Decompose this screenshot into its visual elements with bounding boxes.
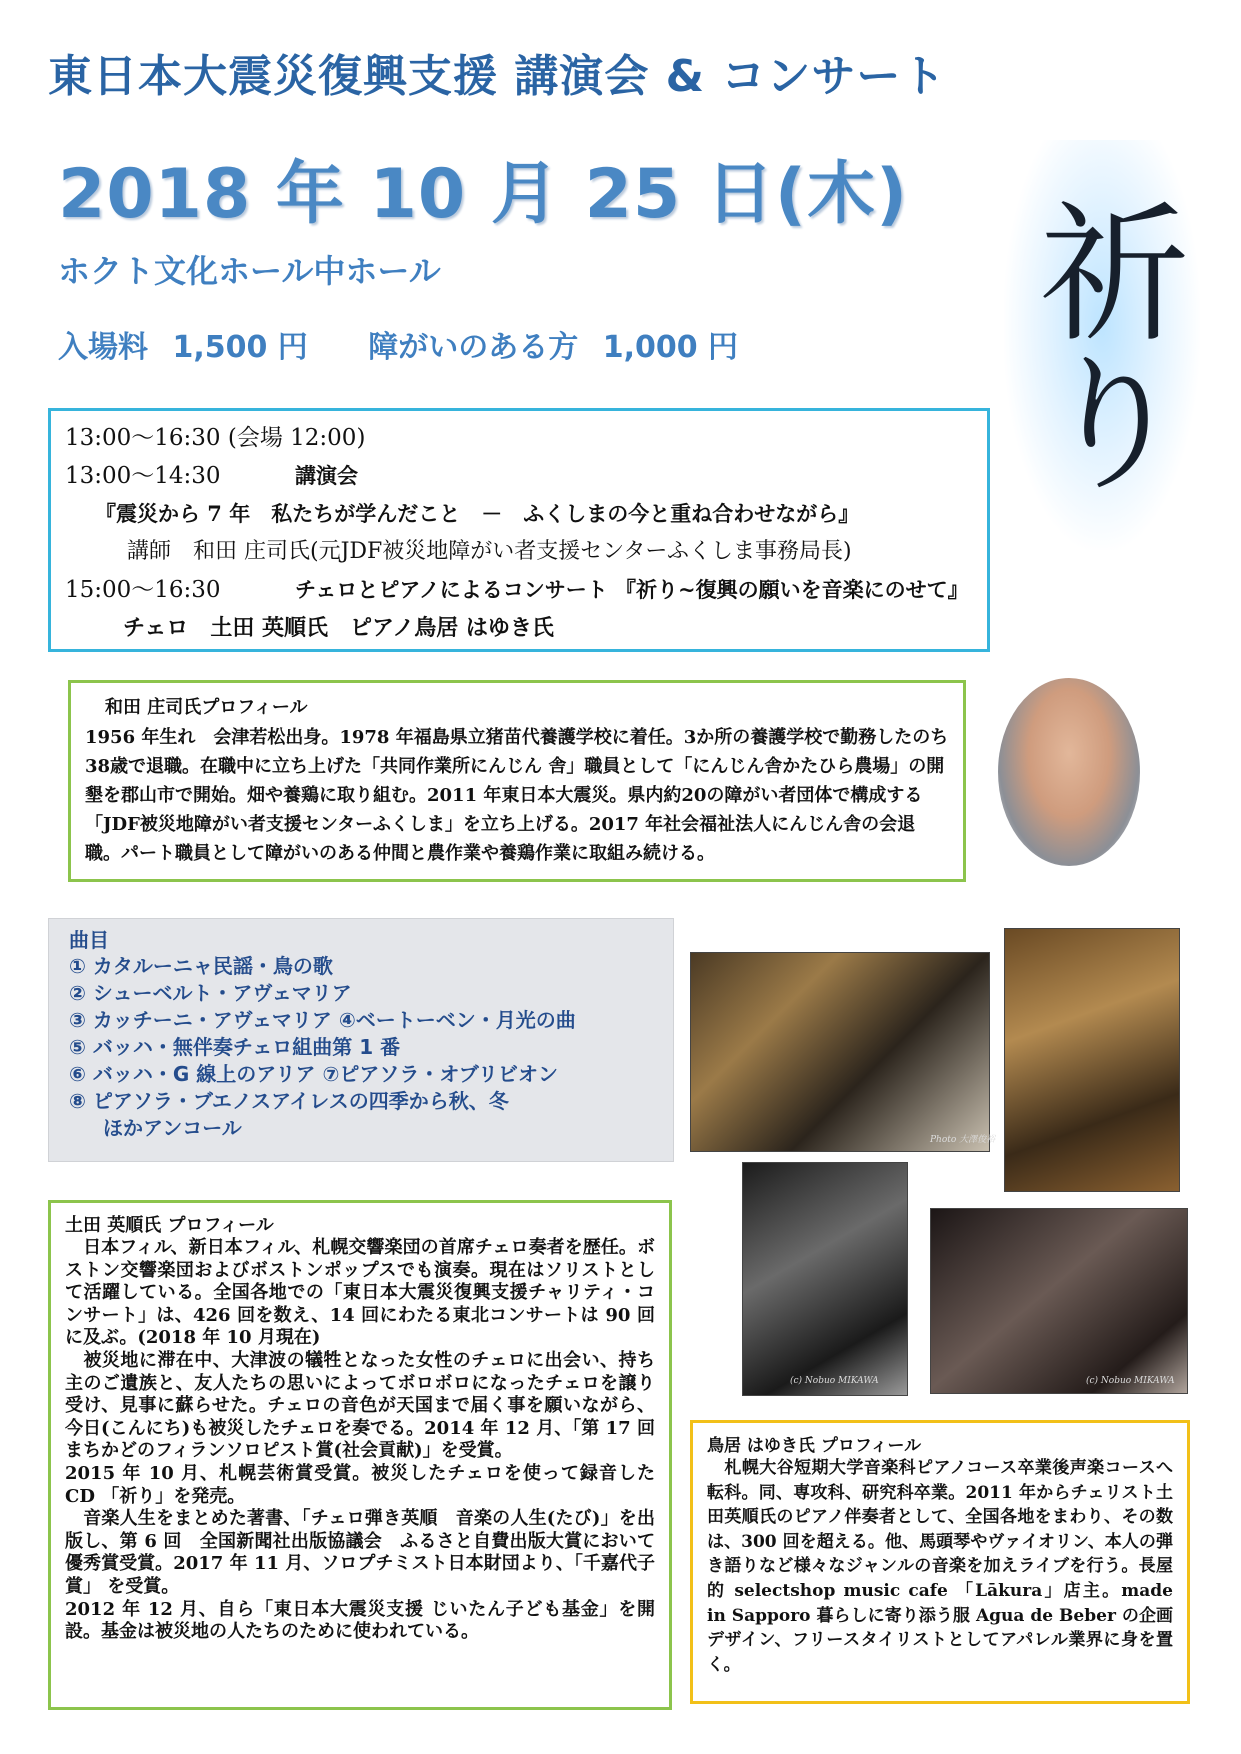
tsuchida-profile-heading: 土田 英順氏 プロフィール (65, 1215, 274, 1236)
event-venue: ホクト文化ホール中ホール (58, 252, 441, 290)
concert-performers: チェロ 土田 英順氏 ピアノ鳥居 はゆき氏 (123, 615, 554, 641)
song-list-heading: 曲目 (69, 928, 109, 952)
torii-profile-body: 札幌大谷短期大学音楽科ピアノコース卒業後声楽コースへ転科。同、専攻科、研究科卒業。2011 年からチェリスト土田英順氏のピアノ伴奏者として、全国各地をまわり、その数は、300 回を超える。他、馬頭琴やヴァイオリン、本人の弾き語りなど様々なジャンルの音楽を加えライブを行う。長屋的 selectshop music cafe 「Lākura」店主。made in Sapporo 暮らしに寄り添う服 Agua de Beber の企画デザイン、フリースタイリストとしてアパレル業界に身を置く。 (707, 1458, 1173, 1675)
tsuchida-profile-paragraph: 2015 年 10 月、札幌芸術賞受賞。被災したチェロを使って録音した CD 「祈り」を発売。 (65, 1462, 655, 1507)
tsuchida-profile-paragraph: 日本フィル、新日本フィル、札幌交響楽団の首席チェロ奏者を歴任。ボストン交響楽団およびボストンポップスでも演奏。現在はソリストとして活躍している。全国各地での「東日本大震災復興支援チャリティ・コンサート」は、426 回を数え、14 回にわたる東北コンサートは 90 回に及ぶ。(2018 年 10 月現在) (65, 1237, 655, 1349)
lecture-time: 13:00～14:30 (65, 463, 221, 489)
wada-profile-body: 1956 年生れ 会津若松出身。1978 年福島県立猪苗代養護学校に着任。3か所の養護学校で勤務したのち38歳で退職。在職中に立ち上げた「共同作業所にんじん 舎」職員として「にんじん舎かたひら農場」の開墾を郡山市で開始。畑や養鶏に取り組む。2011 年東日本大震災。県内約20の障がい者団体で構成する「JDF被災地障がい者支援センターふくしま」を立ち上げる。2017 年社会福祉法人にんじん舎の会退職。パート職員として障がいのある仲間と農作業や養鶏作業に取組み続ける。 (85, 727, 949, 864)
event-title: 東日本大震災復興支援 講演会 & コンサート (48, 51, 947, 102)
torii-profile-heading: 鳥居 はゆき氏 プロフィール (707, 1436, 922, 1456)
tsuchida-profile-paragraph: 音楽人生をまとめた著書、「チェロ弾き英順 音楽の人生(たび)」を出版し、第 6 回 全国新聞社出版協議会 ふるさと自費出版大賞において優秀賞受賞。2017 年 11 月、ソロプチミスト日本財団より、「千嘉代子賞」 を受賞。 (65, 1508, 655, 1597)
song-item: ⑧ ピアソラ・ブエノスアイレスの四季から秋、冬 (69, 1089, 509, 1113)
pianist-photo (690, 952, 990, 1152)
song-item: ① カタルーニャ民謡・鳥の歌 (69, 954, 333, 978)
program-line-lecture (65, 457, 973, 495)
lecture-label: 講演会 (295, 463, 358, 488)
fee-label: 入場料 (58, 330, 148, 365)
wada-profile-heading: 和田 庄司氏プロフィール (105, 697, 308, 718)
inori-calligraphy-text: 祈り (1013, 195, 1187, 495)
tsuchida-profile-box (48, 1200, 672, 1710)
program-line-concert (65, 571, 973, 609)
fee-disabled: 1,000 円 (602, 330, 739, 365)
fee-disabled-label: 障がいのある方 (368, 330, 579, 365)
song-list-box (48, 918, 674, 1162)
song-item: ⑥ バッハ・G 線上のアリア ⑦ピアソラ・オブリビオン (69, 1062, 558, 1086)
song-item: ② シューベルト・アヴェマリア (69, 981, 352, 1005)
song-item: ③ カッチーニ・アヴェマリア ④ベートーベン・月光の曲 (69, 1008, 576, 1032)
concert-title: チェロとピアノによるコンサート 『祈り~復興の願いを音楽にのせて』 (295, 577, 969, 602)
admission-fee (58, 322, 752, 366)
tsuchida-profile-paragraph: 2012 年 12 月、自ら「東日本大震災支援 じいたん子ども基金」を開設。基金は被災地の人たちのために使われている。 (65, 1598, 655, 1643)
lecture-title: 『震災から 7 年 私たちが学んだこと － ふくしまの今と重ね合わせながら』 (95, 501, 860, 526)
fee-general: 1,500 円 (172, 330, 308, 365)
concert-time: 15:00～16:30 (65, 577, 221, 603)
cellist-photo (1004, 928, 1180, 1192)
torii-profile-box (690, 1420, 1190, 1704)
program-schedule-box (48, 408, 990, 652)
song-item-encore: ほかアンコール (103, 1116, 242, 1140)
inori-calligraphy-image (1004, 140, 1200, 550)
cellist-playing-photo (742, 1162, 908, 1396)
program-line-overall: 13:00～16:30 (会場 12:00) (65, 425, 366, 451)
photo-credit: (c) Nobuo MIKAWA (1086, 1376, 1175, 1386)
pianist-hat-photo (930, 1208, 1188, 1394)
photo-credit: Photo 大澤俊裕 (930, 1135, 996, 1145)
lecture-speaker: 講師 和田 庄司氏(元JDF被災地障がい者支援センターふくしま事務局長) (127, 539, 852, 564)
event-date: 2018 年 10 月 25 日(木) (58, 155, 909, 234)
tsuchida-profile-paragraph: 被災地に滞在中、大津波の犠牲となった女性のチェロに出会い、持ち主のご遺族と、友人たちの思いによってボロボロになったチェロを譲り受け、見事に蘇らせた。チェロの音色が天国まで届く事を願いながら、今日(こんにち)も被災したチェロを奏でる。2014 年 12 月、「第 17 回まちかどのフィランソロピスト賞(社会貢献)」を受賞。 (65, 1349, 655, 1462)
wada-portrait-photo (998, 678, 1140, 866)
wada-profile-box (68, 680, 966, 882)
photo-credit: (c) Nobuo MIKAWA (790, 1376, 879, 1386)
song-item: ⑤ バッハ・無伴奏チェロ組曲第 1 番 (69, 1035, 401, 1059)
